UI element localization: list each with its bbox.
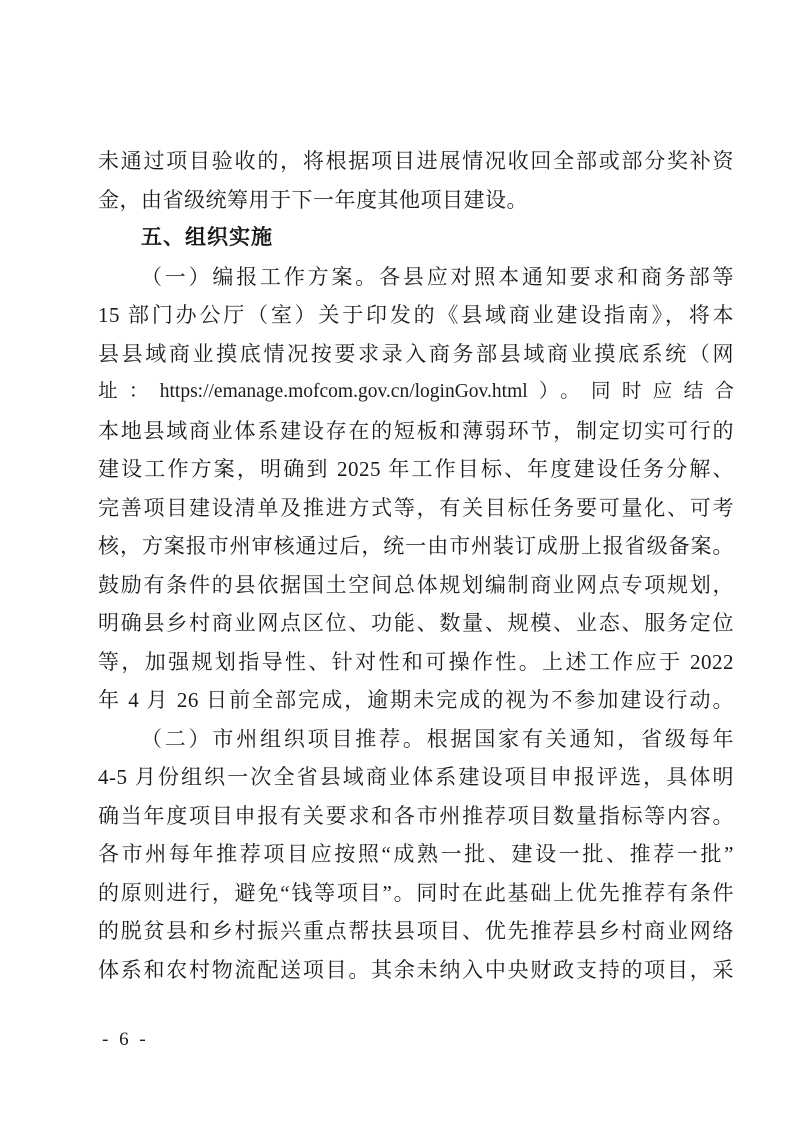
text-line-url: 址：https://emanage.mofcom.gov.cn/loginGov.html）。同时应结合 xyxy=(98,381,734,402)
text-line: 体系和农村物流配送项目。其余未纳入中央财政支持的项目，采 xyxy=(98,957,734,982)
text-line: 鼓励有条件的县依据国土空间总体规划编制商业网点专项规划， xyxy=(98,572,734,597)
page-number: - 6 - xyxy=(102,1029,149,1050)
text-line: 年 4 月 26 日前全部完成，逾期未完成的视为不参加建设行动。 xyxy=(98,688,734,712)
text-line: 本地县域商业体系建设存在的短板和薄弱环节，制定切实可行的 xyxy=(98,418,734,443)
text-line: 各市州每年推荐项目应按照“成熟一批、建设一批、推荐一批” xyxy=(98,842,734,866)
section-heading: 五、组织实施 xyxy=(141,226,273,249)
text-line: 金，由省级统筹用于下一年度其他项目建设。 xyxy=(98,187,528,212)
text-line: 建设工作方案，明确到 2025 年工作目标、年度建设任务分解、 xyxy=(98,457,734,481)
text-line: 确当年度项目申报有关要求和各市州推荐项目数量指标等内容。 xyxy=(98,803,734,828)
text-line: 明确县乡村商业网点区位、功能、数量、规模、业态、服务定位 xyxy=(98,611,734,635)
text-line: （一）编报工作方案。各县应对照本通知要求和商务部等 xyxy=(141,264,734,289)
text-line: 县县域商业摸底情况按要求录入商务部县域商业摸底系统（网 xyxy=(98,341,734,366)
text-line: 未通过项目验收的，将根据项目进展情况收回全部或部分奖补资 xyxy=(98,149,734,173)
text-line: 15 部门办公厅（室）关于印发的《县域商业建设指南》，将本 xyxy=(98,303,734,327)
text-line: 核，方案报市州审核通过后，统一由市州装订成册上报省级备案。 xyxy=(98,534,734,558)
document-body xyxy=(98,142,734,989)
text-line: 等，加强规划指导性、针对性和可操作性。上述工作应于 2022 xyxy=(98,649,734,674)
text-line: （二）市州组织项目推荐。根据国家有关通知，省级每年 xyxy=(141,726,734,751)
text-line: 的脱贫县和乡村振兴重点帮扶县项目、优先推荐县乡村商业网络 xyxy=(98,919,734,943)
text-line: 完善项目建设清单及推进方式等，有关目标任务要可量化、可考 xyxy=(98,495,734,520)
text-line: 4-5 月份组织一次全省县域商业体系建设项目申报评选，具体明 xyxy=(98,765,734,789)
text-line: 的原则进行，避免“钱等项目”。同时在此基础上优先推荐有条件 xyxy=(98,880,734,905)
